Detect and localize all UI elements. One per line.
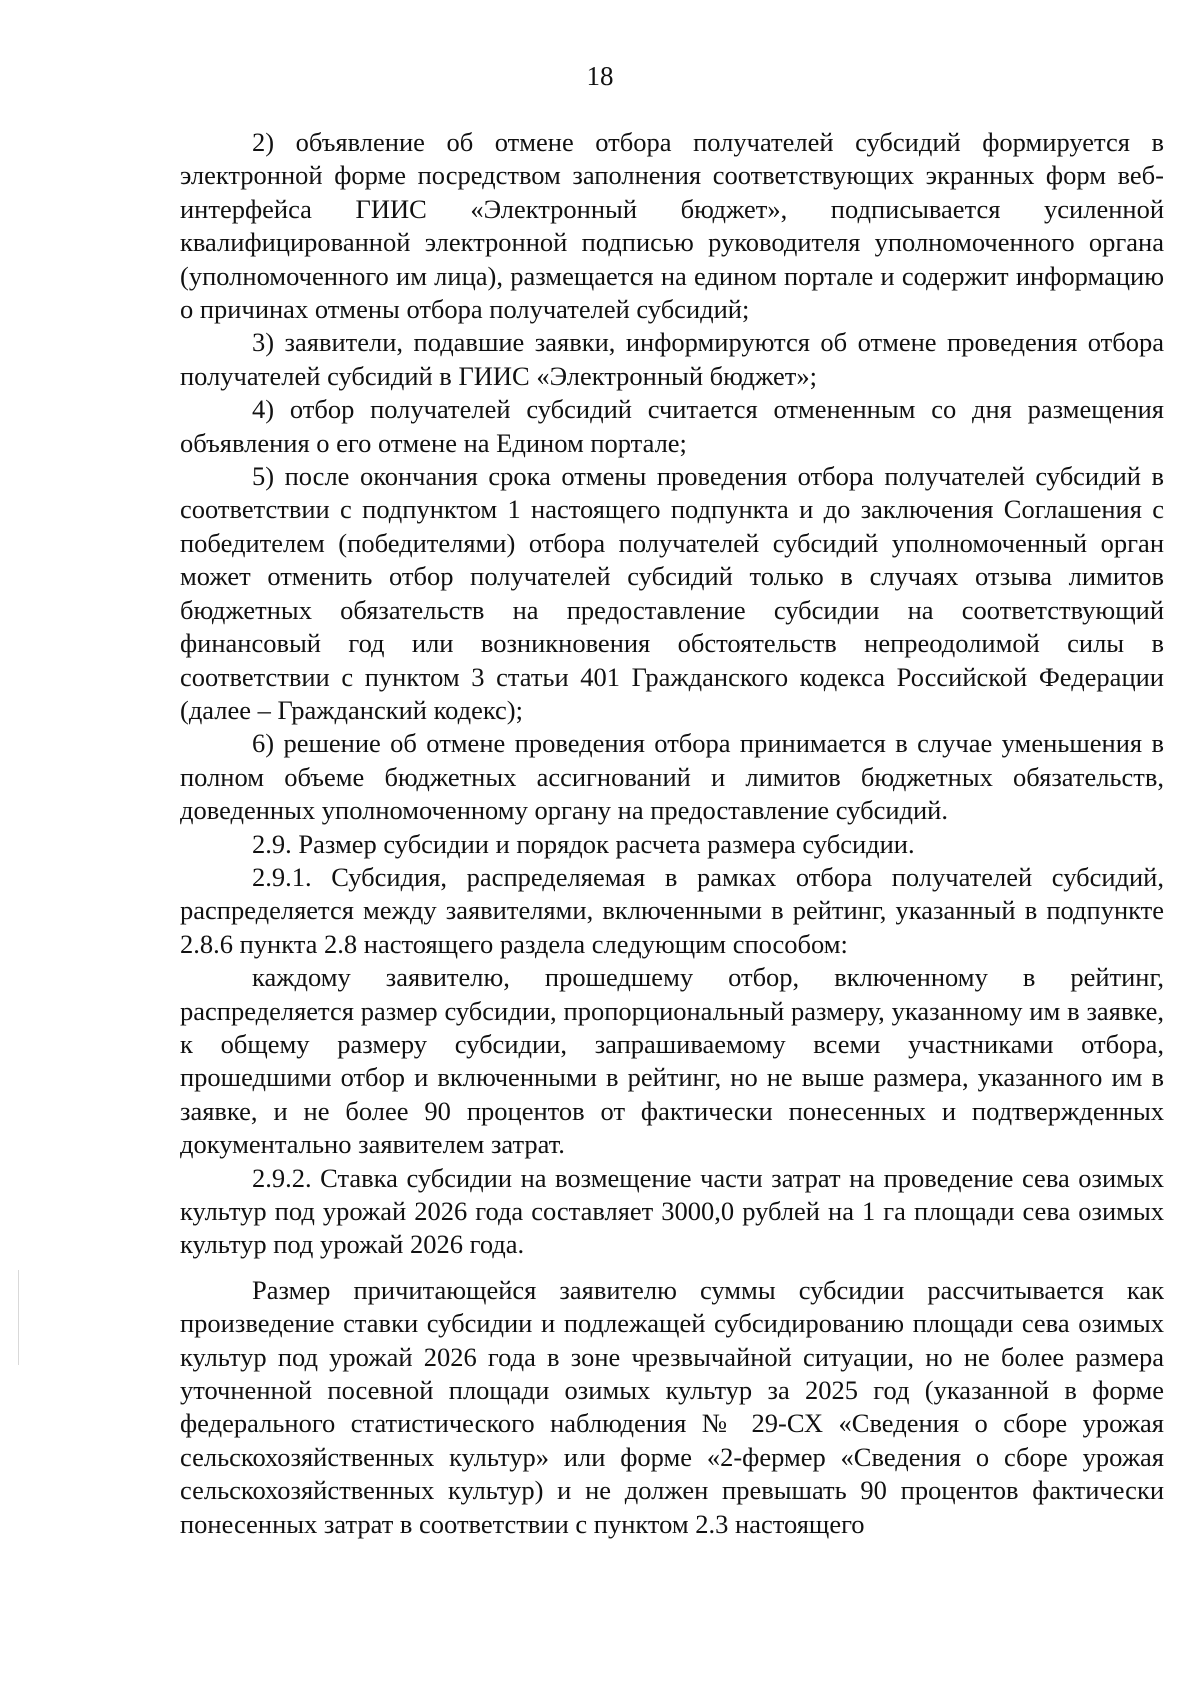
paragraph-distribution-method: каждому заявителю, прошедшему отбор, включенному в рейтинг, распределяется размер субсидии, пропорциональный размеру, указанному им в заявке, к общему размеру субсидии, запрашиваемому всеми участниками отбора, прошедшими отбор и включенными в рейтинг, но не выше размера, указанного им в заявке, и не более 90 процентов от фактически понесенных и подтвержденных документально заявителем затрат. <box>180 962 1164 1160</box>
paragraph-2-9-1: 2.9.1. Субсидия, распределяемая в рамках отбора получателей субсидий, распределяется между заявителями, включенными в рейтинг, указанный в подпункте 2.8.6 пункта 2.8 настоящего раздела следующим способом: <box>180 861 1164 959</box>
paragraph-item-5: 5) после окончания срока отмены проведения отбора получателей субсидий в соответствии с подпунктом 1 настоящего подпункта и до заключения Соглашения с победителем (победителями) отбора получателей субсидий уполномоченный орган может отменить отбор получателей субсидий только в случаях отзыва лимитов бюджетных обязательств на предоставление субсидии на соответствующий финансовый год или возникновения обстоятельств непреодолимой силы в соответствии с пунктом 3 статьи 401 Гражданского кодекса Российской Федерации (далее – Гражданский кодекс); <box>180 461 1164 725</box>
paragraph-subsidy-calculation: Размер причитающейся заявителю суммы субсидии рассчитывается как произведение ставки субсидии и подлежащей субсидированию площади сева озимых культур под урожай 2026 года в зоне чрезвычайной ситуации, но не более размера уточненной посевной площади озимых культур за 2025 год (указанной в форме федерального статистического наблюдения № 29-СХ «Сведения о сборе урожая сельскохозяйственных культур» или форме «2-фермер «Сведения о сборе урожая сельскохозяйственных культур) и не должен превышать 90 процентов фактически понесенных затрат в соответствии с пунктом 2.3 настоящего <box>180 1274 1164 1539</box>
paragraph-item-4: 4) отбор получателей субсидий считается отмененным со дня размещения объявления о его отмене на Едином портале; <box>180 394 1164 458</box>
document-body <box>180 126 1164 1541</box>
page-number: 18 <box>586 61 614 91</box>
paragraph-item-6: 6) решение об отмене проведения отбора принимается в случае уменьшения в полном объеме бюджетных ассигнований и лимитов бюджетных обязательств, доведенных уполномоченному органу на предоставление субсидий. <box>180 728 1164 826</box>
paragraph-item-3: 3) заявители, подавшие заявки, информируются об отмене проведения отбора получателей субсидий в ГИИС «Электронный бюджет»; <box>180 327 1164 391</box>
paragraph-item-2: 2) объявление об отмене отбора получателей субсидий формируется в электронной форме посредством заполнения соответствующих экранных форм веб-интерфейса ГИИС «Электронный бюджет», подписывается усиленной квалифицированной электронной подписью руководителя уполномоченного органа (уполномоченного им лица), размещается на едином портале и содержит информацию о причинах отмены отбора получателей субсидий; <box>180 127 1164 325</box>
section-heading-2-9: 2.9. Размер субсидии и порядок расчета размера субсидии. <box>252 828 915 859</box>
scan-artifact-line <box>18 1270 19 1365</box>
paragraph-2-9-2: 2.9.2. Ставка субсидии на возмещение части затрат на проведение сева озимых культур под урожай 2026 года составляет 3000,0 рублей на 1 га площади сева озимых культур под урожай 2026 года. <box>180 1162 1164 1260</box>
